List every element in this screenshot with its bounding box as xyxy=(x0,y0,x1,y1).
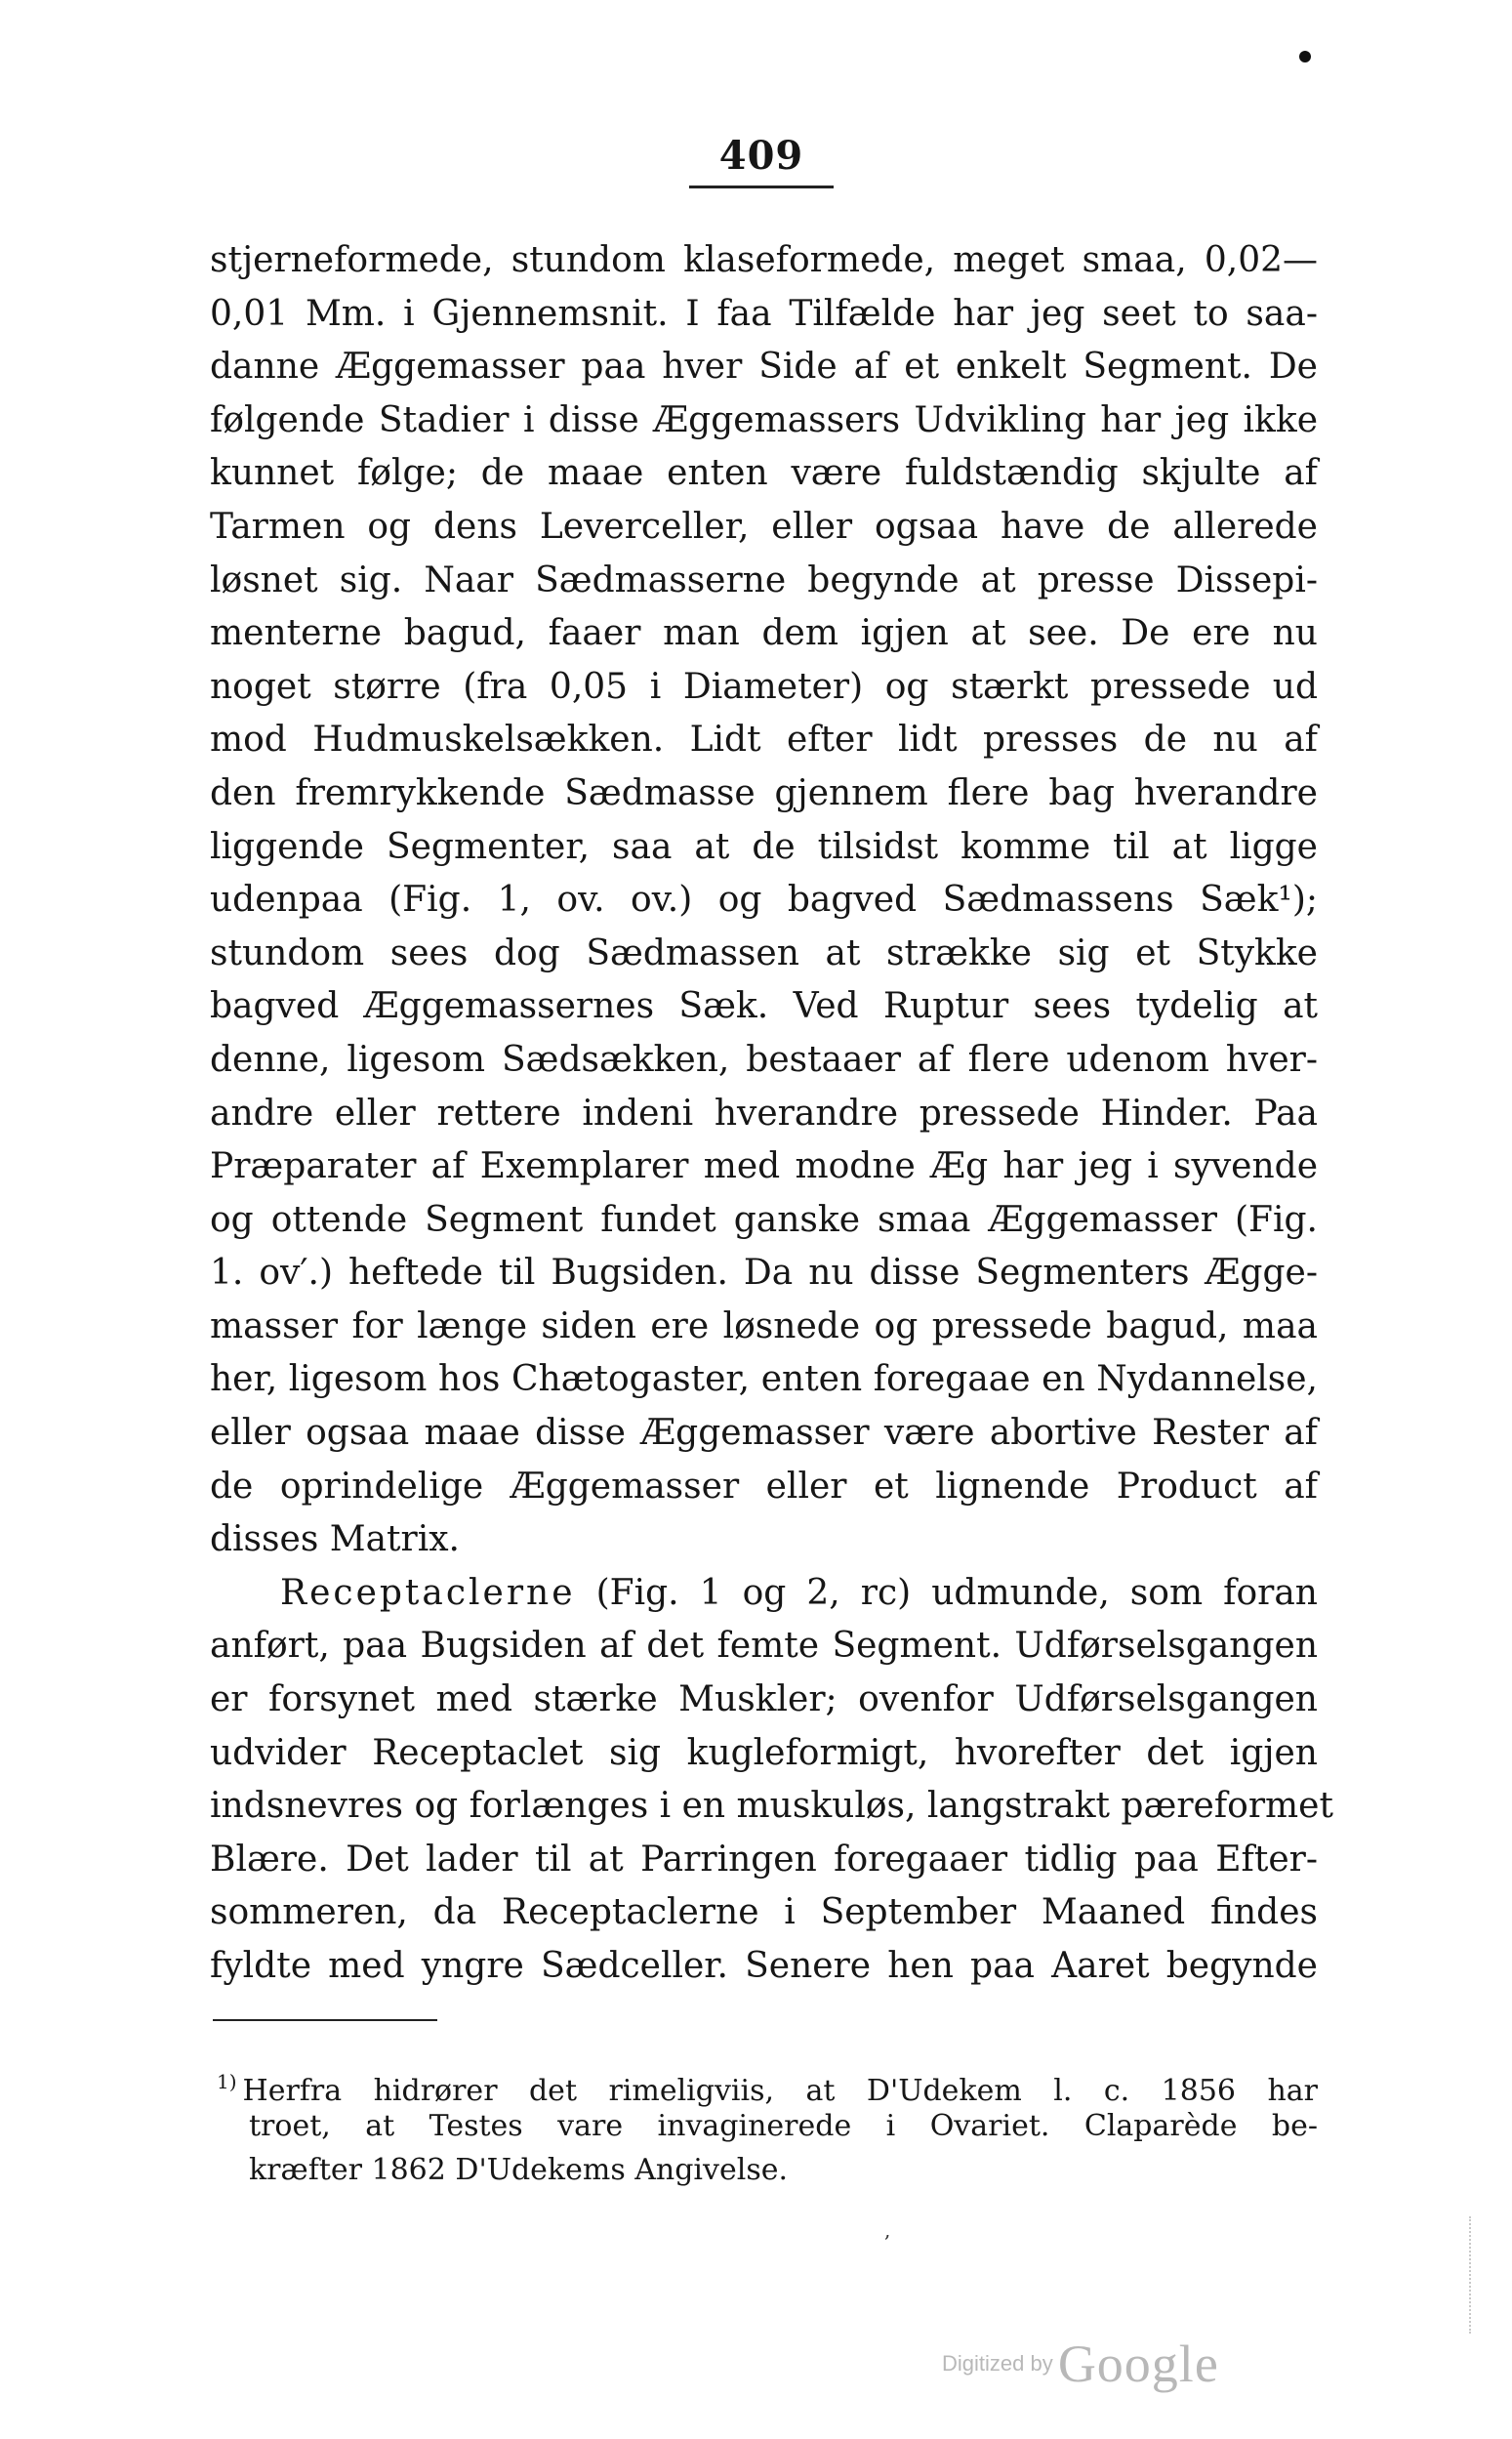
watermark-google-logo: Google xyxy=(1057,2335,1219,2393)
text-line: danne Æggemasser paa hver Side af et enkelt Segment. De xyxy=(210,347,1318,388)
text-line: Præparater af Exemplarer med modne Æg har jeg i syvende xyxy=(210,1146,1318,1187)
footnote-marker: 1) xyxy=(217,2070,237,2093)
text-line: liggende Segmenter, saa at de tilsidst komme til at ligge xyxy=(210,826,1318,867)
footnote-line xyxy=(217,2060,1318,2108)
text-line: denne, ligesom Sædsækken, bestaaer af flere udenom hver- xyxy=(210,1039,1318,1080)
text-line: stjerneformede, stundom klaseformede, meget smaa, 0,02— xyxy=(210,240,1318,280)
text-line: udvider Receptaclet sig kugleformigt, hvorefter det igjen xyxy=(210,1732,1318,1773)
footnote-rule xyxy=(213,2019,437,2021)
text-line: anført, paa Bugsiden af det femte Segment. Udførselsgangen xyxy=(210,1626,1318,1667)
text-line: mod Hudmuskelsækken. Lidt efter lidt presses de nu af xyxy=(210,720,1318,761)
text-line: den fremrykkende Sædmasse gjennem flere bag hverandre xyxy=(210,772,1318,813)
text-line: indsnevres og forlænges i en muskuløs, langstrakt pæreformet xyxy=(210,1786,1333,1827)
page-number: 409 xyxy=(718,133,804,179)
text-line: løsnet sig. Naar Sædmasserne begynde at presse Dissepi- xyxy=(210,559,1318,600)
text-line: disses Matrix. xyxy=(210,1519,460,1560)
text-line: og ottende Segment fundet ganske smaa Æggemasser (Fig. xyxy=(210,1199,1318,1240)
footnote-line: troet, at Testes vare invaginerede i Ovariet. Claparède be- xyxy=(249,2109,1318,2143)
main-text xyxy=(210,234,1333,1994)
text-line: Tarmen og dens Leverceller, eller ogsaa have de allerede xyxy=(210,506,1318,547)
text-line: bagved Æggemassernes Sæk. Ved Ruptur sees tydelig at xyxy=(210,986,1318,1027)
watermark-digitized-by: Digitized by xyxy=(942,2351,1053,2376)
text-line: de oprindelige Æggemasser eller et lignende Product af xyxy=(210,1466,1318,1507)
ink-dot xyxy=(1299,51,1311,62)
text-line: noget større (fra 0,05 i Diameter) og stærkt pressede ud xyxy=(210,666,1318,707)
text-line: er forsynet med stærke Muskler; ovenfor Udførselsgangen xyxy=(210,1679,1318,1720)
footnote-text: Herfra hidrører det rimeligviis, at D'Udekem l. c. 1856 har xyxy=(242,2074,1318,2108)
google-watermark xyxy=(942,2334,1219,2394)
text-line: udenpaa (Fig. 1, ov. ov.) og bagved Sædmassens Sæk¹); xyxy=(210,880,1318,921)
text-line: sommeren, da Receptaclerne i September Maaned findes xyxy=(210,1892,1318,1933)
text-line: fyldte med yngre Sædceller. Senere hen paa Aaret begynde xyxy=(210,1946,1318,1986)
text-line: 0,01 Mm. i Gjennemsnit. I faa Tilfælde har jeg seet to saa- xyxy=(210,293,1318,334)
text-line: menterne bagud, faaer man dem igjen at see. De ere nu xyxy=(210,613,1318,654)
paragraph-first-line xyxy=(210,1567,1318,1621)
text-line: her, ligesom hos Chætogaster, enten foregaae en Nydannelse, xyxy=(210,1359,1318,1400)
text-line: 1. ov′.) heftede til Bugsiden. Da nu disse Segmenters Ægge- xyxy=(210,1253,1318,1294)
page-number-rule xyxy=(689,186,834,188)
text-line: Blære. Det lader til at Parringen foregaaer tidlig paa Efter- xyxy=(210,1839,1318,1880)
footnote xyxy=(217,2060,1318,2192)
text-line: følgende Stadier i disse Æggemassers Udvikling har jeg ikke xyxy=(210,399,1318,440)
text-line: masser for længe siden ere løsnede og pressede bagud, maa xyxy=(210,1305,1318,1346)
text-line: stundom sees dog Sædmassen at strække sig et Stykke xyxy=(210,932,1318,973)
text-line: andre eller rettere indeni hverandre pressede Hinder. Paa xyxy=(210,1093,1318,1134)
spaced-heading-word: Receptaclerne xyxy=(280,1572,576,1613)
first-line-rest: (Fig. 1 og 2, rc) udmunde, som foran xyxy=(575,1572,1318,1613)
stray-mark: , xyxy=(884,2218,891,2242)
text-line: eller ogsaa maae disse Æggemasser være abortive Rester af xyxy=(210,1413,1318,1454)
text-line: kunnet følge; de maae enten være fuldstændig skjulte af xyxy=(210,453,1318,494)
edge-mark xyxy=(1469,2216,1473,2334)
footnote-line: kræfter 1862 D'Udekems Angivelse. xyxy=(249,2153,789,2187)
